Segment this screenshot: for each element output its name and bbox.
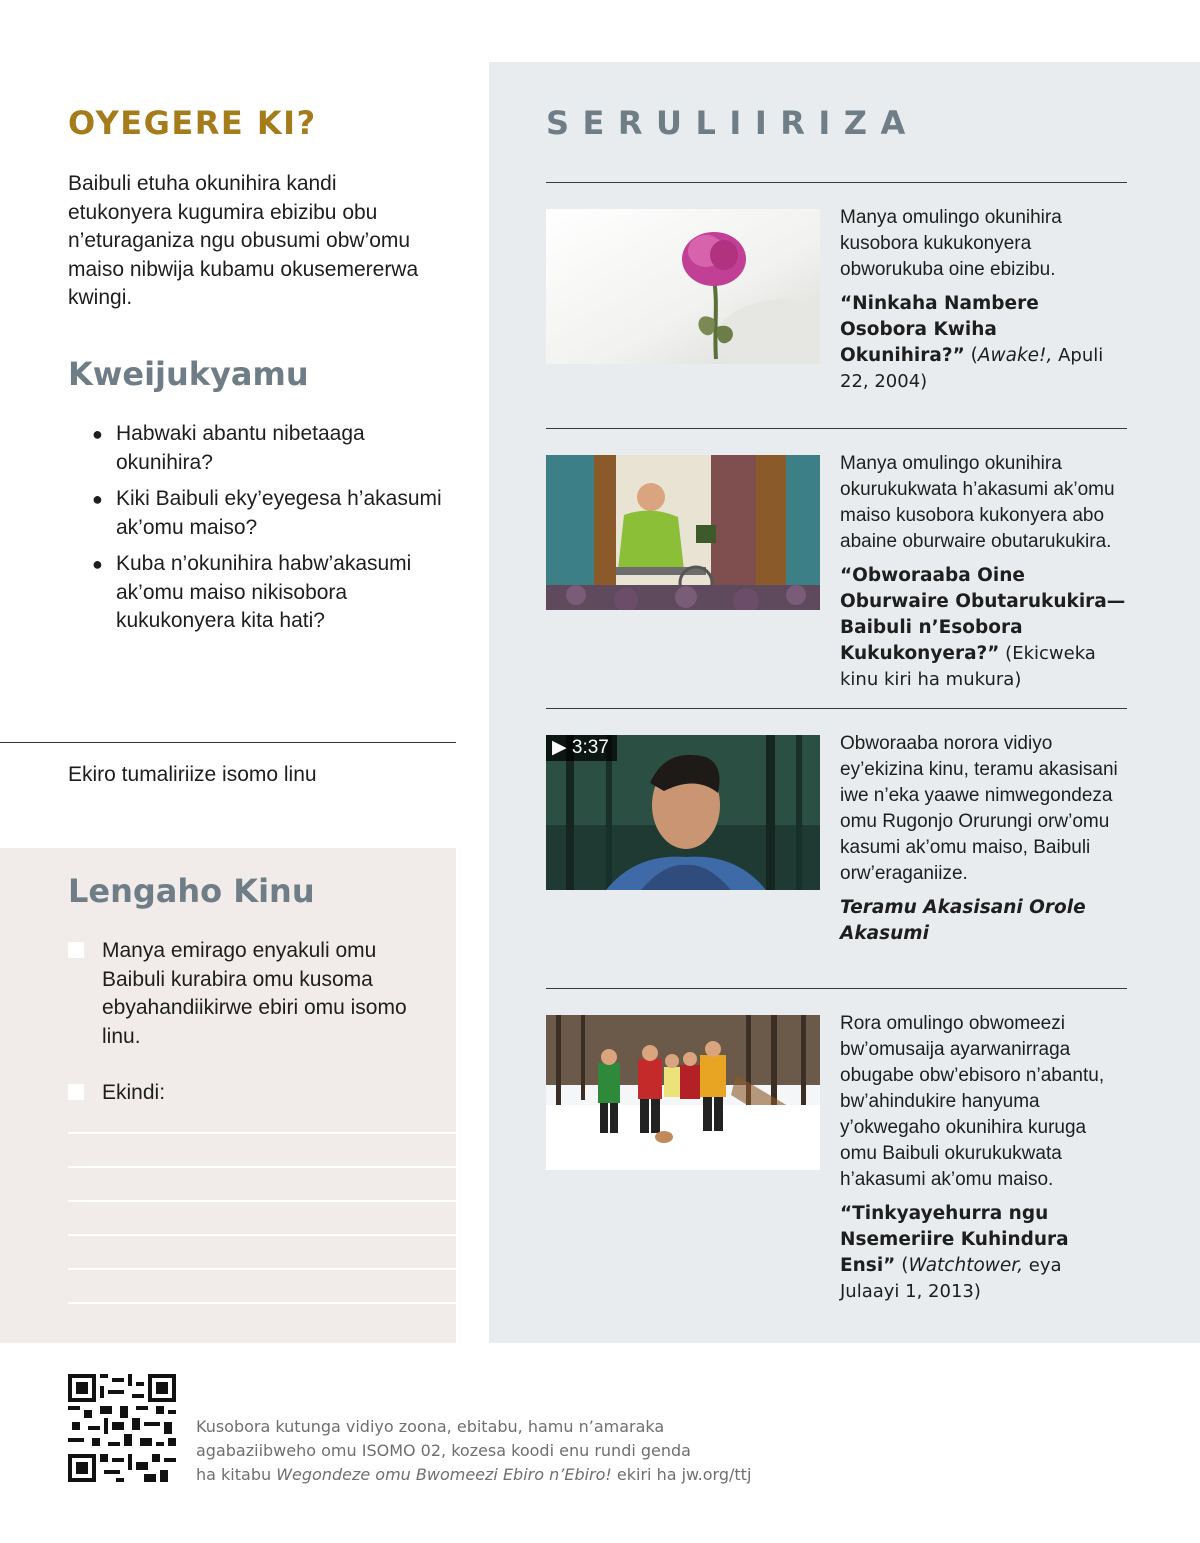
question-text: Kiki Baibuli eky’eyegesa h’akasumi ak’omu maiso? [116,487,442,539]
footer-line-3-suffix: ekiri ha jw.org/ttj [611,1465,752,1484]
ref-title[interactable]: “Obworaaba Oine Oburwaire Obutarukukira—Baibuli n’Esobora Kukukonyera?” [840,565,1126,664]
write-line[interactable] [68,1268,456,1270]
item-description: Rora omulingo obwomeezi bw’omusaija ayarwanirraga obugabe obw’ebisoro n’abantu, bw’ahindukire hanyuma y’okwegaho okunihira kuruga omu Baibuli okurukukwata h’akasumi ak’omu maiso. [840,1013,1105,1190]
ref-open: ( [895,1255,909,1276]
ref-meta: Apuli 22, 2004) [840,345,1104,392]
checkbox[interactable] [68,1084,84,1100]
divider [0,742,456,743]
review-questions [90,420,450,644]
video-duration-badge[interactable]: ▶ 3:37 [546,735,617,761]
snow-walk-image[interactable] [546,1015,820,1170]
question-text: Kuba n’okunihira habw’akasumi ak’omu maiso nikisobora kukukonyera kita hati? [116,552,412,632]
footer-line-1: Kusobora kutunga vidiyo zoona, ebitabu, hamu n’amaraka [196,1417,665,1436]
ref-title[interactable]: “Ninkaha Nambere Osobora Kwiha Okunihira?” [840,293,1039,366]
write-line[interactable] [68,1200,456,1202]
left-column [0,0,488,1543]
item-reference[interactable] [840,291,1126,395]
section-heading-oyegere: OYEGERE KI? [68,104,317,142]
list-item [90,485,450,542]
goal-item-other[interactable] [68,1079,422,1108]
item-description: Manya omulingo okunihira kusobora kukukonyera obworukuba oine ebizibu. [840,207,1062,280]
reading-item-4 [840,1011,1126,1305]
goal-text: Manya emirago enyakuli omu Baibuli kurabira omu kusoma ebyahandiikirwe ebiri omu isomo linu. [102,939,407,1048]
checkbox[interactable] [68,942,84,958]
ref-source: Awake!, [977,345,1053,366]
further-reading-heading: SERULIIRIZA [546,104,919,142]
flower-illustration [546,209,820,364]
divider [546,182,1127,183]
list-item [90,420,450,477]
footer-note [196,1415,896,1487]
qr-code-icon[interactable] [68,1374,176,1482]
bullet-icon: ● [92,554,103,574]
item-description: Obworaaba norora vidiyo ey’ekizina kinu, teramu akasisani iwe n’eka yaawe nimwegondeza omu Rugonjo Orurungi orw’omu kasumi ak’omu maiso, Baibuli orw’eraganiize. [840,733,1118,884]
summary-label: Ekiro tumaliriize isomo linu [68,763,317,786]
goals-heading: Lengaho Kinu [68,872,315,910]
reading-item-1 [840,205,1126,395]
write-line[interactable] [68,1234,456,1236]
video-thumbnail[interactable] [546,735,820,890]
intro-paragraph: Baibuli etuha okunihira kandi etukonyera kugumira ebizibu obu n’eturaganiza ngu obusumi obw’omu maiso nibwija kubamu okusemererwa kwingi. [68,172,419,309]
write-line[interactable] [68,1132,456,1134]
bullet-icon: ● [92,424,103,444]
divider [546,428,1127,429]
flower-image[interactable] [546,209,820,364]
reading-item-2 [840,451,1126,693]
item-reference[interactable] [840,563,1126,693]
reading-item-3 [840,731,1126,947]
divider [546,708,1127,709]
snow-walk-illustration [546,1015,820,1170]
video-title[interactable]: Teramu Akasisani Orole Akasumi [840,897,1086,944]
footer-line-3-prefix: ha kitabu [196,1465,277,1484]
goal-item[interactable] [68,937,422,1051]
write-line[interactable] [68,1302,456,1304]
wheelchair-man-image[interactable] [546,455,820,610]
ref-meta: (Ekicweka kinu kiri ha mukura) [840,643,1096,690]
item-reference[interactable] [840,1201,1126,1305]
divider [546,988,1127,989]
item-reference[interactable] [840,895,1126,947]
ref-title[interactable]: “Tinkyayehurra ngu Nsemeriire Kuhindura Ensi” [840,1203,1069,1276]
ref-open: ( [964,345,978,366]
item-description: Manya omulingo okunihira okurukukwata h’akasumi ak’omu maiso kusobora kukonyera abo abaine oburwaire obutarukukira. [840,453,1115,552]
question-text: Habwaki abantu nibetaaga okunihira? [116,422,365,474]
bullet-icon: ● [92,489,103,509]
wheelchair-illustration [546,455,820,610]
ref-source: Watchtower, [908,1255,1024,1276]
list-item [90,550,450,636]
write-line[interactable] [68,1166,456,1168]
footer-line-2: agabaziibweho omu ISOMO 02, kozesa koodi enu rundi genda [196,1441,691,1460]
goal-text: Ekindi: [102,1081,166,1104]
ref-meta: eya Julaayi 1, 2013) [840,1255,1062,1302]
review-heading: Kweijukyamu [68,355,309,393]
book-title[interactable]: Wegondeze omu Bwomeezi Ebiro n’Ebiro! [276,1465,612,1484]
